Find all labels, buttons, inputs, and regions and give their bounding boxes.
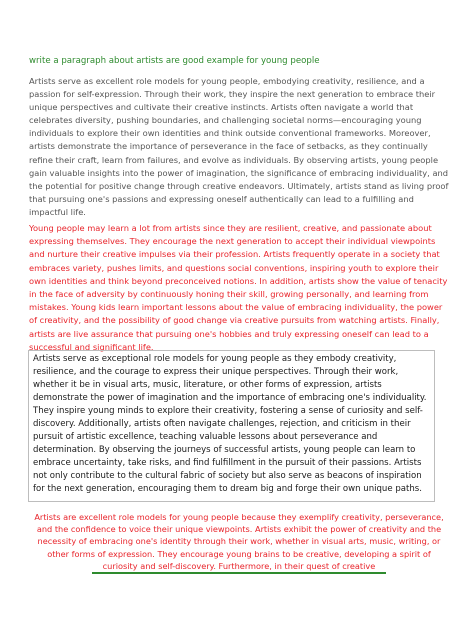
green-underline-rule [92,572,386,574]
paragraph-black: Artists serve as exceptional role models for young people as they embody creativity, resilience, and the courage to express their unique perspectives. Through their work, whether it be in visual arts, music, literature, or other forms of expression, artists demonstrate the power of imagination and the importance of embracing one's individuality. They inspire young minds to explore their creativity, fostering a sense of curiosity and self-discovery. Additionally, artists often navigate challenges, rejection, and criticism in their pursuit of artistic excellence, teaching valuable lessons about perseverance and determination. By observing the journeys of successful artists, young people can learn to embrace uncertainty, take risks, and find fulfillment in the pursuit of their passions. Artists not only contribute to the cultural fabric of society but also serve as beacons of inspiration for the next generation, encouraging them to dream big and forge their own unique paths. [33,354,427,495]
paragraph-red-centered: Artists are excellent role models for young people because they exemplify creativity, perseverance, and the confidence to voice their unique viewpoints. Artists exhibit the power of creativity and the necessity of embracing one's identity through their work, whether in visual arts, music, writing, or other forms of expression. They encourage young brains to be creative, developing a spirit of curiosity and self-discovery. Furthermore, in their quest of creative [34,512,444,571]
paragraph-red: Young people may learn a lot from artists since they are resilient, creative, and passionate about expressing themselves. They encourage the next generation to accept their individual viewpoints and nurture their creative impulses via their profession. Artists frequently operate in a society that embraces variety, pushes limits, and questions social conventions, inspiring youth to explore their own identities and think beyond preconceived notions. In addition, artists show the value of tenacity in the face of adversity by continuously honing their skill, growing personally, and learning from mistakes. Young kids learn important lessons about the value of embracing individuality, the power of creativity, and the possibility of good change via creative pursuits from watching artists. Finally, artists are live assurance that pursuing one's hobbies and truly expressing oneself can lead to a successful and significant life. [29,223,448,352]
bordered-text-box [28,350,435,502]
prompt-heading: write a paragraph about artists are good example for young people [29,56,320,66]
paragraph-gray: Artists serve as excellent role models for young people, embodying creativity, resilience, and a passion for self-expression. Through their work, they inspire the next generation to embrace their unique perspectives and cultivate their creative instincts. Artists often navigate a world that celebrates diversity, pushing boundaries, and challenging societal norms—encouraging young individuals to explore their own identities and think outside conventional frameworks. Moreover, artists demonstrate the importance of perseverance in the face of setbacks, as they continually refine their craft, learn from failures, and evolve as individuals. By observing artists, young people gain valuable insights into the power of imagination, the significance of embracing individuality, and the potential for positive change through creative endeavors. Ultimately, artists stand as living proof that pursuing one's passions and expressing oneself authentically can lead to a fulfilling and impactful life. [29,76,449,217]
